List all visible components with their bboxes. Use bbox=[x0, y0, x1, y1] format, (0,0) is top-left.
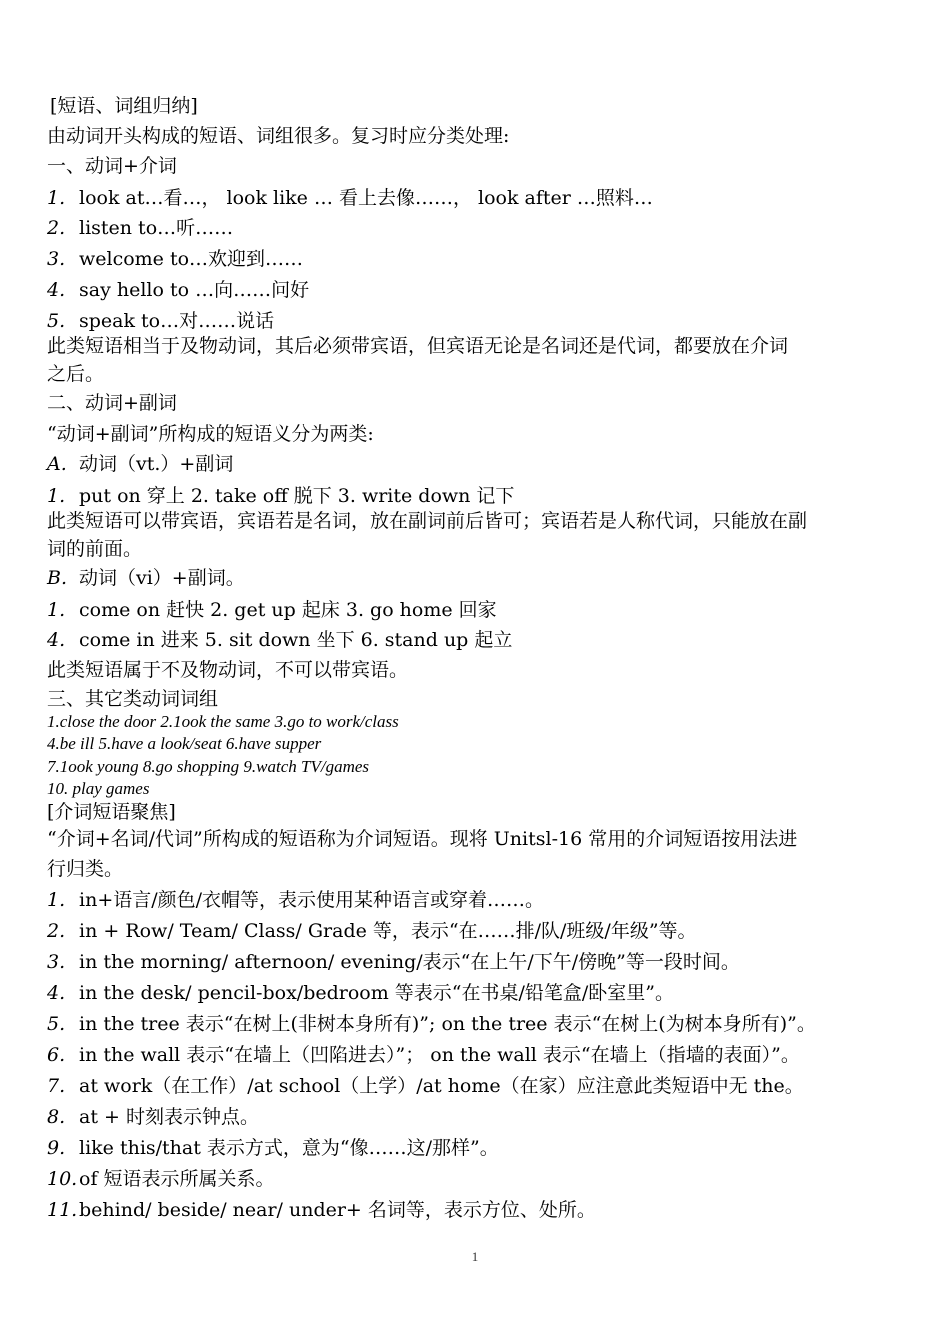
list-item bbox=[47, 1046, 800, 1065]
list-number: A. bbox=[47, 453, 67, 475]
list-number: 8. bbox=[47, 1106, 66, 1128]
list-item bbox=[47, 1201, 596, 1220]
text-line bbox=[47, 830, 797, 849]
list-item bbox=[47, 312, 274, 331]
line-text: 三、其它类动词词组 bbox=[47, 688, 219, 710]
line-text: of 短语表示所属关系。 bbox=[79, 1168, 275, 1190]
line-text: 动词（vi）+副词。 bbox=[79, 567, 245, 589]
text-line bbox=[47, 394, 177, 413]
list-number: 1. bbox=[47, 599, 66, 621]
text-line bbox=[47, 157, 177, 176]
line-text: in the wall 表示“在墙上（凹陷进去）”； on the wall 表示“在墙上（指墙的表面）”。 bbox=[79, 1044, 800, 1066]
line-text: 二、动词+副词 bbox=[47, 392, 177, 414]
list-item bbox=[47, 189, 653, 208]
list-number: 10. bbox=[47, 1168, 78, 1190]
text-line bbox=[47, 337, 788, 356]
list-item bbox=[47, 984, 674, 1003]
list-item bbox=[47, 219, 233, 238]
list-item bbox=[47, 455, 233, 474]
line-text: 此类短语相当于及物动词，其后必须带宾语，但宾语无论是名词还是代词，都要放在介词 bbox=[47, 335, 789, 357]
line-text: at work（在工作）/at school（上学）/at home（在家）应注意此类短语中无 the。 bbox=[79, 1075, 804, 1097]
list-number: 1. bbox=[47, 485, 66, 507]
text-line bbox=[47, 365, 104, 384]
list-item bbox=[47, 631, 512, 650]
list-number: 4. bbox=[47, 279, 66, 301]
line-text: like this/that 表示方式，意为“像……这/那样”。 bbox=[79, 1137, 499, 1159]
list-number: 3. bbox=[47, 248, 66, 270]
text-line bbox=[47, 425, 374, 444]
text-line bbox=[47, 540, 142, 559]
phrase-line bbox=[47, 780, 149, 797]
text-line bbox=[47, 661, 408, 680]
phrase-line bbox=[47, 735, 321, 752]
list-item bbox=[47, 569, 245, 588]
list-number: 11. bbox=[47, 1199, 78, 1221]
line-text: look at…看…， look like … 看上去像……， look after …照料… bbox=[79, 187, 653, 209]
line-text: “动词+副词”所构成的短语义分为两类: bbox=[47, 423, 374, 445]
text-line bbox=[47, 127, 509, 146]
list-number: 5. bbox=[47, 1013, 66, 1035]
list-item bbox=[47, 1139, 499, 1158]
text-line bbox=[47, 690, 218, 709]
line-text: 由动词开头构成的短语、词组很多。复习时应分类处理: bbox=[47, 125, 510, 147]
text-line bbox=[47, 860, 123, 879]
list-item bbox=[47, 1077, 804, 1096]
list-number: 7. bbox=[47, 1075, 66, 1097]
page-number: 1 bbox=[471, 1249, 479, 1264]
line-text: 之后。 bbox=[47, 363, 105, 385]
line-text: in the tree 表示“在树上(非树本身所有)”; on the tree 表示“在树上(为树本身所有)”。 bbox=[79, 1013, 816, 1035]
list-item bbox=[47, 1108, 259, 1127]
list-item bbox=[47, 601, 497, 620]
line-text: in + Row/ Team/ Class/ Grade 等，表示“在……排/队/班级/年级”等。 bbox=[79, 920, 697, 942]
line-text: “介词+名词/代词”所构成的短语称为介词短语。现将 Unitsl-16 常用的介词短语按用法进 bbox=[47, 828, 798, 850]
list-number: 9. bbox=[47, 1137, 66, 1159]
list-number: 6. bbox=[47, 1044, 66, 1066]
list-item bbox=[47, 487, 514, 506]
text-line bbox=[50, 97, 198, 116]
line-text: listen to…听…… bbox=[79, 217, 234, 239]
line-text: in the desk/ pencil-box/bedroom 等表示“在书桌/铅笔盒/卧室里”。 bbox=[79, 982, 675, 1004]
list-number: 1. bbox=[47, 889, 66, 911]
line-text: say hello to …向……问好 bbox=[79, 279, 310, 301]
line-text: 此类短语可以带宾语，宾语若是名词，放在副词前后皆可；宾语若是人称代词，只能放在副 bbox=[47, 510, 808, 532]
list-item bbox=[47, 250, 303, 269]
text-line bbox=[47, 803, 176, 822]
line-text: 一、动词+介词 bbox=[47, 155, 177, 177]
line-text: speak to…对……说话 bbox=[79, 310, 275, 332]
list-number: 4. bbox=[47, 982, 66, 1004]
line-text: behind/ beside/ near/ under+ 名词等，表示方位、处所。 bbox=[79, 1199, 596, 1221]
list-number: 5. bbox=[47, 310, 66, 332]
line-text: 行归类。 bbox=[47, 858, 124, 880]
list-number: B. bbox=[47, 567, 68, 589]
line-text: at + 时刻表示钟点。 bbox=[79, 1106, 259, 1128]
line-text: 1.close the door 2.1ook the same 3.go to work/class bbox=[47, 712, 399, 731]
line-text: in+语言/颜色/衣帽等，表示使用某种语言或穿着……。 bbox=[79, 889, 545, 911]
list-item bbox=[47, 1170, 275, 1189]
list-item bbox=[47, 922, 697, 941]
line-text: come on 赶快 2. get up 起床 3. go home 回家 bbox=[79, 599, 497, 621]
line-text: 7.1ook young 8.go shopping 9.watch TV/games bbox=[47, 757, 370, 776]
line-text: 动词（vt.）+副词 bbox=[79, 453, 234, 475]
line-text: put on 穿上 2. take off 脱下 3. write down 记下 bbox=[79, 485, 515, 507]
list-number: 3. bbox=[47, 951, 66, 973]
line-text: [短语、词组归纳] bbox=[50, 95, 198, 117]
line-text: [介词短语聚焦] bbox=[47, 801, 176, 823]
list-item bbox=[47, 891, 544, 910]
line-text: 4.be ill 5.have a look/seat 6.have supper bbox=[47, 734, 322, 753]
list-number: 2. bbox=[47, 217, 66, 239]
line-text: in the morning/ afternoon/ evening/表示“在上午/下午/傍晚”等一段时间。 bbox=[79, 951, 740, 973]
list-number: 4. bbox=[47, 629, 66, 651]
line-text: welcome to…欢迎到…… bbox=[79, 248, 304, 270]
list-item bbox=[47, 281, 309, 300]
text-line bbox=[47, 512, 807, 531]
list-number: 1. bbox=[47, 187, 66, 209]
list-number: 2. bbox=[47, 920, 66, 942]
phrase-line bbox=[47, 758, 369, 775]
line-text: 此类短语属于不及物动词，不可以带宾语。 bbox=[47, 659, 409, 681]
list-item bbox=[47, 1015, 816, 1034]
line-text: 10. play games bbox=[47, 779, 150, 798]
line-text: come in 进来 5. sit down 坐下 6. stand up 起立 bbox=[79, 629, 513, 651]
line-text: 词的前面。 bbox=[47, 538, 143, 560]
list-item bbox=[47, 953, 740, 972]
phrase-line bbox=[47, 713, 399, 730]
